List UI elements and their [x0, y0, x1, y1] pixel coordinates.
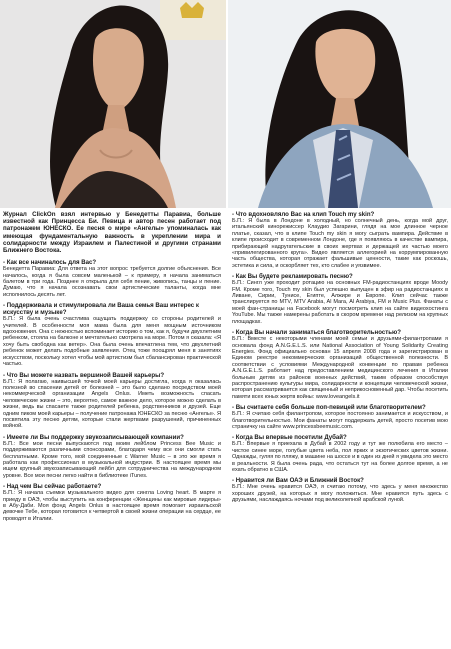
interview-answer: Б.П.: Я полагаю, наивысшей точкой моей карьеры достигла, когда я оказалась полезной во спасении детей от болезней – это было сделано посредством моей некоммерческой организации Angels Onlus. Иметь возможность спасать человеческие жизни – это, вероятно, самое важное дело, которое можно сделать в жизни, ведь вы спасаете также родителей ребенка, родственников и друзей. Еще одним пиком моей карьеры – получение патронажа ЮНЕСКО за песню «Ангелы». Я посвятила эту песню детям, которые стали жертвами разрушений, причиненных войной.: [3, 378, 221, 430]
article-column-right: [232, 208, 448, 649]
interview-question: - Нравится ли Вам ОАЭ и Ближний Восток?: [232, 477, 364, 485]
portrait-photo-right: [228, 0, 451, 208]
interview-question: - Над чем Вы сейчас работаете?: [3, 483, 102, 491]
article-column-left: [3, 208, 221, 649]
interview-answer: Б.П.: Сингл уже проходит ротацию на основных FM-радиостанциях вроде Moody FM. Кроме того, Touch my skin был успешно выпущен в эфир на радиостанциях в Ливане, Сирии, Тунисе, Египте, Алжире и Европе. Клип сейчас также транслируется по MTV, MTV Arabia, Al Mara, Al Arabiya, FM и Music Plus. Фанаты с моей фан-страницы на Facebook могут посмотреть клип на сайте видеохостинга YouTube. Мы также намерены работать в скором времени над релизом на крупных площадках.: [232, 280, 448, 325]
qa-section: [232, 477, 448, 503]
qa-section: [3, 372, 221, 430]
interview-answer: Б.П.: Я была в Лондоне в холодный, но солнечный день, когда мой друг, итальянский кинорежиссер Клаудио Загарини, глядя на мое длинное черное платье, сказал, что в клипе Touch my skin я могу сыграть вампира. Действие в клипе происходит в современном Лондоне, где я появляюсь в качестве вампира, прибирающей надругательские в своих жертвах и держащей их частью моего «привилегированного круга». Видео является аллегорией на коррумпированную часть общества, которая отражает фальшивые ценности, такие как роскошь, эстетика и сила, и оскорбляет тех, кто слабее и уязвимее.: [232, 218, 448, 269]
interview-question: - Как Вы будете рекламировать песню?: [232, 273, 353, 281]
qa-section: [3, 259, 221, 298]
qa-section: [232, 329, 448, 400]
interview-answer: Б.П.: Мне очень нравится ОАЭ, я считаю потому, что здесь у меня множество хороших друзей, на которых я могу положиться. Мне нравится путь здесь с друзьями, наслаждаясь ночами под великолепной арабской луной.: [232, 484, 448, 504]
interview-question: - Когда Вы впервые посетили Дубай?: [232, 434, 347, 442]
article-intro: Журнал ClickOn взял интервью у Бенедетты Паравиа, больше известной как Принцесса Би. Певица и автор песен работает под патронажем ЮНЕСКО. Ее песня о мире «Ангелы» упоминалась как имеющая фундаментальную важность в укреплении мира и солидарности между Израилем и Палестиной и другими странами Ближнего Востока.: [3, 211, 221, 255]
portrait-image-right: [228, 0, 451, 208]
interview-answer: Бенедетта Паравиа: Для ответа на этот вопрос требуется долгие объяснения. Все началось, когда я была совсем маленькой – к примеру, я начала заниматься балетом в три года. Позднее я открыла для себя пение, живопись, танцы и пение. Думаю, что я начала осознавать свои артистические таланты, когда мне исполнилось десять лет.: [3, 266, 221, 298]
portrait-photo-left: [0, 0, 226, 208]
interview-question: - Вы считаете себя больше поп-певицей или благотворителем?: [232, 404, 426, 412]
interview-question: - Когда Вы начали заниматься благотворительностью?: [232, 329, 401, 337]
interview-answer: Б.П.: Я считаю себя филантропом, которое постоянно занимается и искусством, и благотворительностью. Мои фанаты могут поддержать детей, просто посетив мою страничку на сайте www.princessbeemusic.com.: [232, 411, 448, 430]
interview-answer: Б.П.: Вместе с некоторыми членами моей семьи и друзьями-филантропами я основала фонд A.N.G.E.L.S. или National Association of Young Solidarity Creating Energies. Фонд официально основан 15 апреля 2008 года и зарегистрирован в Едином реестре некоммерческих организаций общественной полезности. В соответствии с условиями Международной конвенции по правам ребенка A.N.G.E.L.S. работает над предоставлением медицинского лечения в Италии больным детям из районов военных действий, таким образом способствуя распространению культуры мира, солидарности и концепции человеческой жизни, которая рассматривается как священный и неприкосновенный дар. Чтобы посетить памяти всех юных жертв войны: www.loveangels.it: [232, 336, 448, 400]
portrait-image-left: [0, 0, 226, 208]
interview-question: - Что Вы можете назвать вершиной Вашей карьеры?: [3, 371, 165, 379]
interview-question: - Как все начиналось для Вас?: [3, 259, 97, 267]
interview-question: - Поддерживала и стимулировала ли Вашa семья Ваш интерес к искусству и музыке?: [3, 302, 199, 317]
interview-answer: Б.П.: Впервые я приехала в Дубай в 2002 году и тут же полюбила его место – чистое синее море, голубые цвета неба, пол ярких и экзотических цветов жизни. Однажды, гуляя по пляжу, в машине на шоссе и в один из дней я увидела это место в реальности. Я была очень рада, что остаться тут на более долгое время, а не ехать обратно в США.: [232, 441, 448, 473]
interview-answer: Б.П.: Все мои песни выпускаются под моим лейблом Princess Bee Music и поддерживаются различными спонсорами, благодаря чему все они смогли стать бесплатными. Кроме того, мой соединенные с Warner Music – в это же время я работала как профессионал в музыкальной индустрии. В настоящее время мы ищем крупный звукозаписывающий лейбл для сотрудничества на международном уровне. Все мои песни легко найти в библиотеке iTunes.: [3, 440, 221, 479]
interview-answer: Б.П.: Я была очень счастлива ощущать поддержку со стороны родителей и учителей. В особенности моя мама была для меня мощным источником вдохновения. Она с нежностью вспоминает историю о том, как я, будучи двухлетним ребенком, стояла на балконе и мечтательно смотрела на море. Потом я сказала: «Я хочу быть свободна как ветер». Она была очень впечатлена тем, что двухлетний ребенок может делать подобные заявления. Отец тоже поощрял меня в занятиях искусством, поскольку хотел чтобы мой артистизм был сбалансирован практической частью.: [3, 316, 221, 368]
interview-question: - Что вдохновляло Вас на клип Touch my skin?: [232, 211, 375, 218]
interview-answer: Б.П.: Я начала съемки музыкального видео для сингла Loving heart. В марте я приеду в ОАЭ, чтобы выступить на конференции «Женщины как мировые лидеры» в Абу-Даби. Моя фонд Angels Onlus в настоящее время помогает израильской девочке Тебе, которая готовится к четвертой в своей жизни операции на сердце, ее проводят в Италии.: [3, 490, 221, 522]
interview-question: - Имеете ли Вы поддержку звукозаписывающей компании?: [3, 433, 184, 441]
qa-section: [232, 434, 448, 473]
qa-section: [232, 273, 448, 325]
qa-section: [3, 434, 221, 479]
qa-section: [3, 483, 221, 522]
qa-section: [232, 404, 448, 430]
qa-section: [3, 302, 221, 367]
qa-section: [232, 211, 448, 269]
